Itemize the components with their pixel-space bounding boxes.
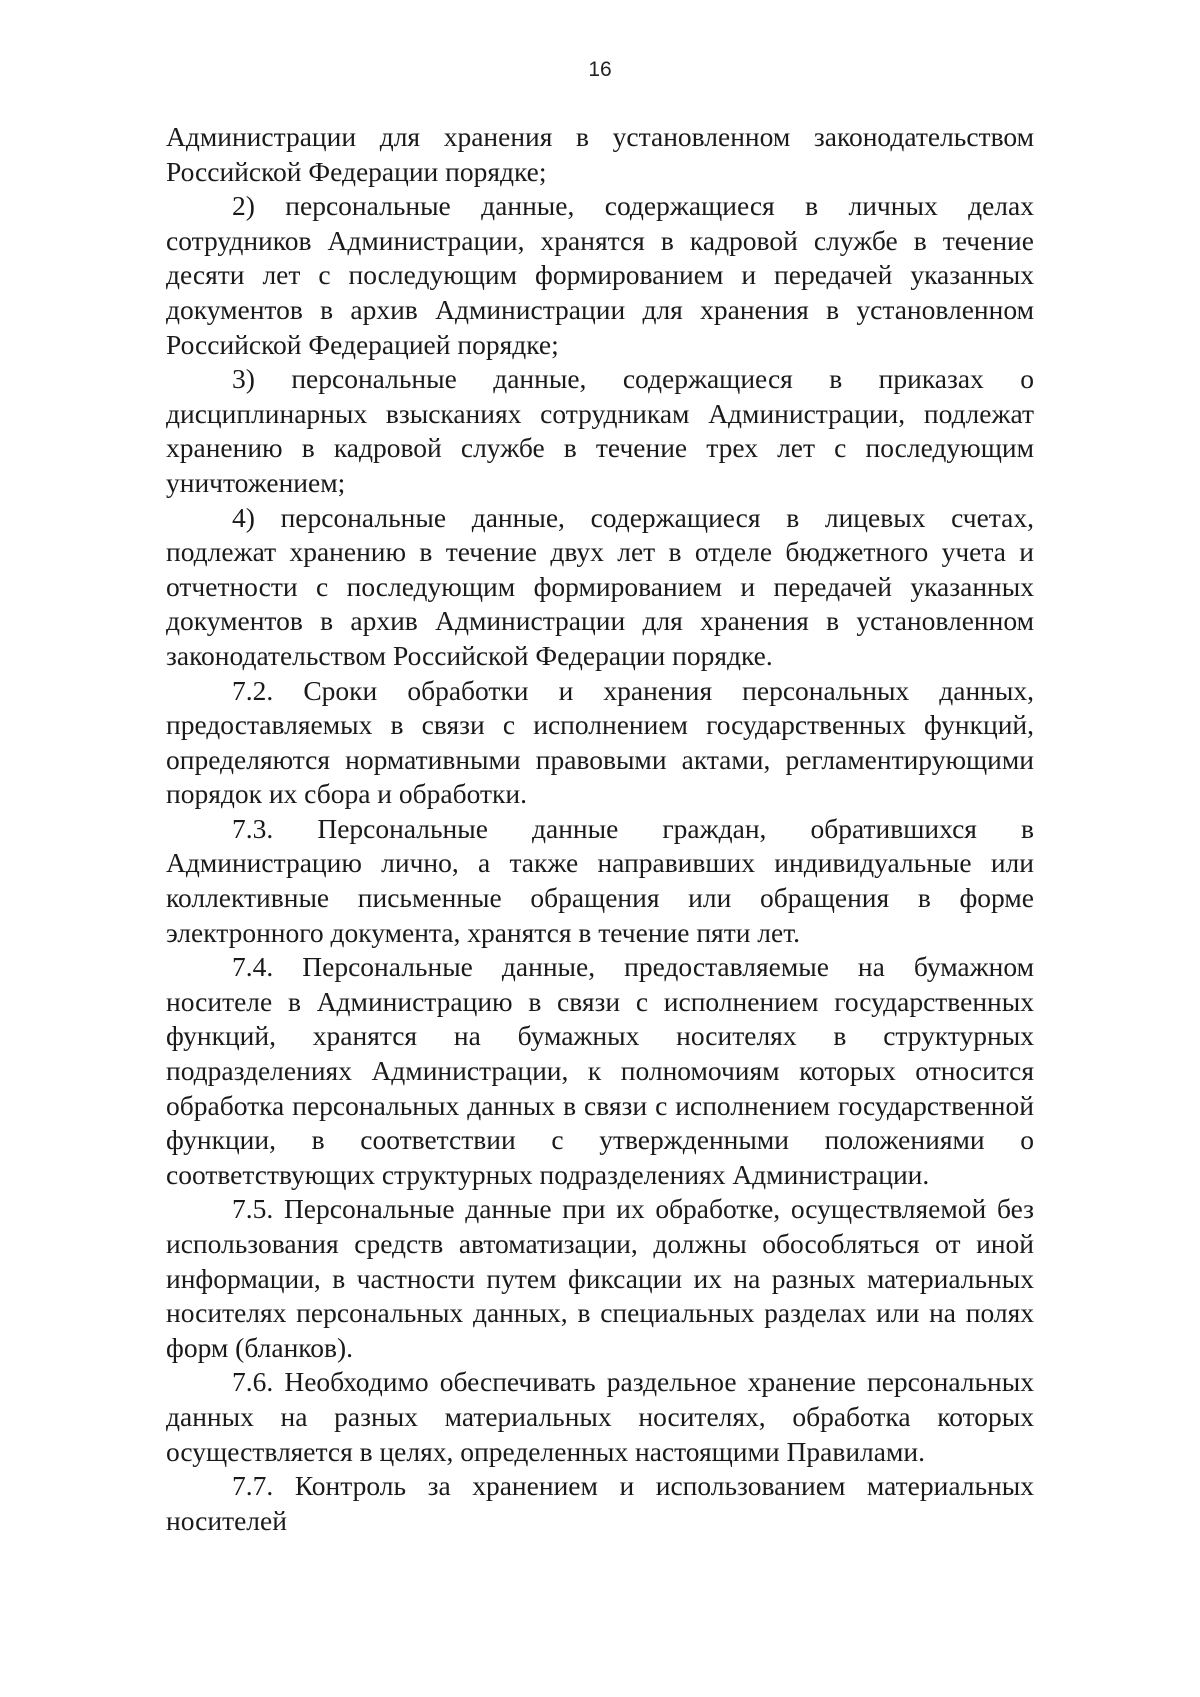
document-body	[166, 120, 1034, 1538]
paragraph-section-7-5: 7.5. Персональные данные при их обработке, осуществляемой без использования средств автоматизации, должны обособляться от иной информации, в частности путем фиксации их на разных материальных носителях персональных данных, в специальных разделах или на полях форм (бланков).	[166, 1193, 1034, 1363]
paragraph-item-3: 3) персональные данные, содержащиеся в приказах о дисциплинарных взысканиях сотрудникам Администрации, подлежат хранению в кадровой службе в течение трех лет с последующим уничтожением;	[166, 363, 1034, 498]
paragraph-section-7-6: 7.6. Необходимо обеспечивать раздельное хранение персональных данных на разных материальных носителях, обработка которых осуществляется в целях, определенных настоящими Правилами.	[166, 1366, 1034, 1467]
page-number: 16	[588, 58, 612, 81]
paragraph-section-7-3: 7.3. Персональные данные граждан, обратившихся в Администрацию лично, а также направивших индивидуальные или коллективные письменные обращения или обращения в форме электронного документа, хранятся в течение пяти лет.	[166, 812, 1034, 948]
paragraph-section-7-2: 7.2. Сроки обработки и хранения персональных данных, предоставляемых в связи с исполнением государственных функций, определяются нормативными правовыми актами, регламентирующими порядок их сбора и обработки.	[166, 674, 1034, 810]
paragraph-section-7-4: 7.4. Персональные данные, предоставляемые на бумажном носителе в Администрацию в связи с исполнением государственных функций, хранятся на бумажных носителях в структурных подразделениях Администрации, к полномочиям которых относится обработка персональных данных в связи с исполнением государственной функции, в соответствии с утвержденными положениями о соответствующих структурных подразделениях Администрации.	[166, 951, 1034, 1190]
paragraph-item-4: 4) персональные данные, содержащиеся в лицевых счетах, подлежат хранению в течение двух лет в отделе бюджетного учета и отчетности с последующим формированием и передачей указанных документов в архив Администрации для хранения в установленном законодательством Российской Федерации порядке.	[166, 501, 1034, 671]
paragraph-section-7-7: 7.7. Контроль за хранением и использованием материальных носителей	[166, 1470, 1034, 1536]
paragraph-item-2: 2) персональные данные, содержащиеся в личных делах сотрудников Администрации, хранятся в кадровой службе в течение десяти лет с последующим формированием и передачей указанных документов в архив Администрации для хранения в установленном Российской Федерацией порядке;	[166, 190, 1034, 360]
paragraph-continuation: Администрации для хранения в установленном законодательством Российской Федерации порядке;	[166, 121, 1034, 187]
